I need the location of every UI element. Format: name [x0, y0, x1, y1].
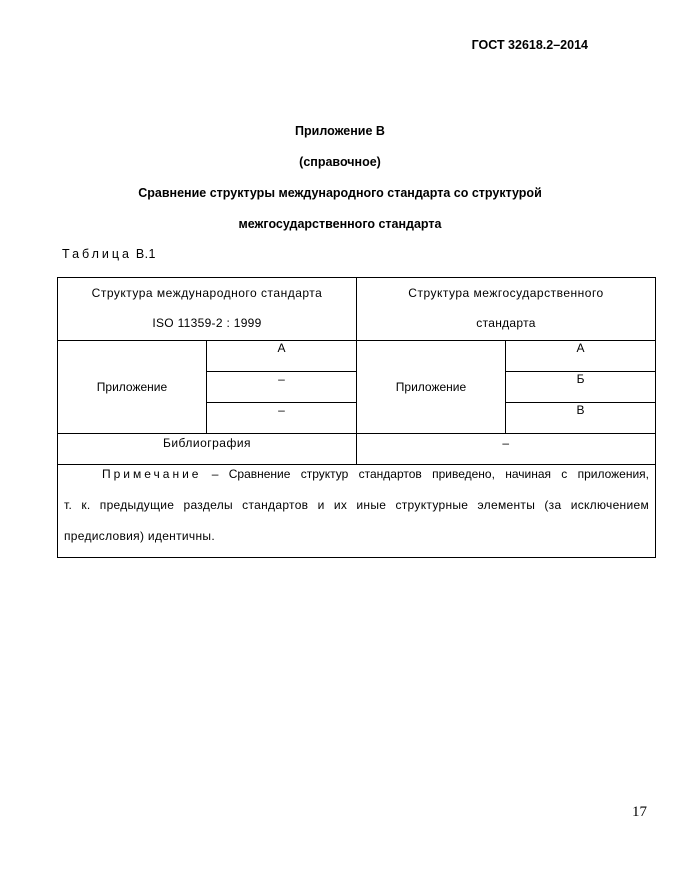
intl-structure-header	[58, 278, 357, 341]
intl-item: –	[278, 372, 285, 386]
intl-item: А	[277, 341, 286, 355]
intl-section-cell	[58, 341, 207, 434]
interstate-item-cell	[506, 372, 656, 403]
appendix-title: Приложение В	[295, 124, 385, 138]
table-caption	[62, 247, 156, 261]
interstate-header-line2: стандарта	[476, 316, 536, 330]
interstate-item-cell	[506, 403, 656, 434]
intl-item: –	[278, 403, 285, 417]
note-line3: предисловия) идентичны.	[64, 529, 215, 543]
interstate-structure-header	[357, 278, 656, 341]
note-label: Примечание	[102, 467, 202, 481]
bibliography-interstate-label: –	[502, 436, 510, 450]
intl-header-line1: Структура международного стандарта	[91, 286, 323, 300]
note-line2: т. к. предыдущие разделы стандартов и их иные структурные элементы (за исключением	[64, 498, 650, 512]
appendix-heading-line1: Сравнение структуры международного стандарта со структурой	[138, 186, 542, 200]
intl-item-cell	[207, 341, 357, 372]
interstate-item-cell	[506, 341, 656, 372]
interstate-section-label: Приложение	[395, 380, 467, 394]
intl-header-line2: ISO 11359-2 : 1999	[152, 316, 262, 330]
interstate-item: А	[576, 341, 585, 355]
standard-code: ГОСТ 32618.2–2014	[471, 38, 588, 52]
note-line1-text: – Сравнение структур стандартов приведено, начиная с приложения,	[201, 467, 650, 481]
intl-item-cell	[207, 403, 357, 434]
table-note	[58, 459, 655, 552]
appendix-heading-line2: межгосударственного стандарта	[238, 217, 442, 231]
interstate-item: В	[576, 403, 585, 417]
interstate-section-cell	[357, 341, 506, 434]
table-caption-number: В.1	[135, 247, 156, 261]
note-line1	[64, 459, 649, 490]
appendix-status: (справочное)	[299, 155, 381, 169]
table-caption-word: Таблица	[62, 247, 133, 261]
table-note-cell	[58, 465, 656, 558]
page-number: 17	[632, 804, 647, 820]
comparison-table	[57, 277, 656, 558]
intl-item-cell	[207, 372, 357, 403]
intl-section-label: Приложение	[96, 380, 168, 394]
bibliography-intl-label: Библиография	[162, 436, 252, 450]
interstate-item: Б	[576, 372, 585, 386]
interstate-header-line1: Структура межгосударственного	[408, 286, 604, 300]
